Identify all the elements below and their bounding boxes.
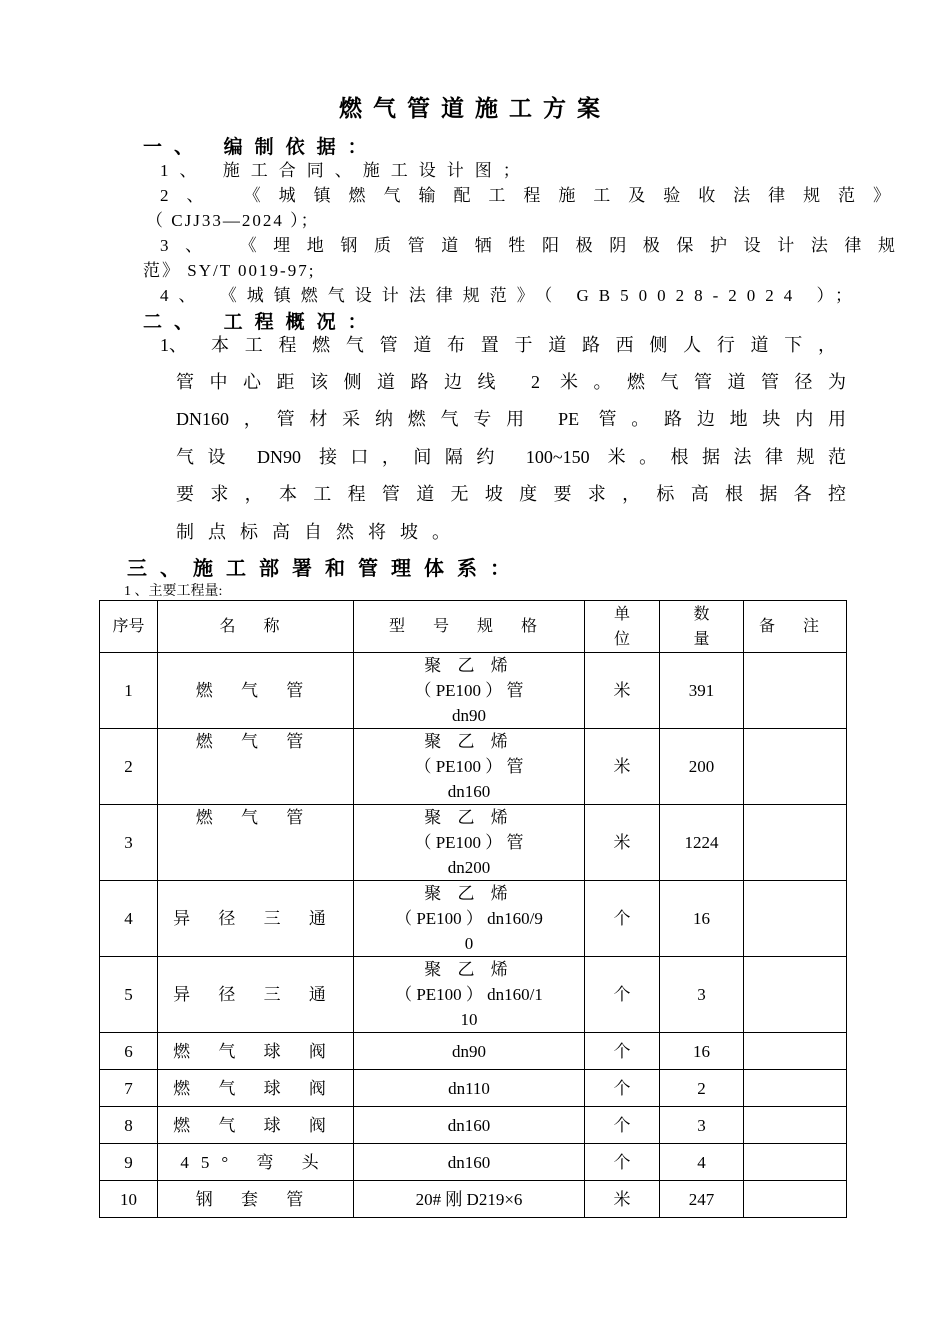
quantities-table (99, 600, 847, 1218)
item-text: 《埋地钢质管道牺牲阳极阴极保护设计法律规 (239, 236, 896, 255)
spec-line: 0 (464, 934, 474, 953)
cell-spec (354, 1070, 585, 1107)
spec-line: （ PE100 ） dn160/1 (395, 985, 543, 1004)
item-text: 《城镇燃气输配工程施工及验收法律规范》 (243, 186, 891, 205)
spec-line: dn110 (448, 1078, 490, 1098)
section3-subheading: 1 、主要工程量: (124, 584, 223, 599)
section2-line-2: 管中心距该侧道路边线 2 米。燃气管道管径为 (176, 372, 846, 392)
cell-spec (354, 805, 585, 881)
spec-line: dn90 (452, 1041, 486, 1061)
table-row (100, 881, 847, 957)
spec-line: dn90 (452, 706, 486, 725)
cell-note (744, 881, 847, 957)
header-no: 序号 (100, 601, 158, 653)
table-row (100, 1070, 847, 1107)
cell-unit: 个 (585, 1107, 660, 1144)
cell-note (744, 1144, 847, 1181)
cell-note (744, 653, 847, 729)
cell-note (744, 1107, 847, 1144)
cell-note (744, 1033, 847, 1070)
cell-note (744, 805, 847, 881)
header-note: 备 注 (744, 601, 847, 653)
header-name: 名 称 (158, 601, 354, 653)
spec-line: 聚 乙 烯 (424, 884, 514, 903)
table-row (100, 1144, 847, 1181)
cell-qty: 16 (660, 881, 744, 957)
item-number: 3、 (160, 236, 219, 255)
cell-note (744, 729, 847, 805)
cell-qty: 1224 (660, 805, 744, 881)
spec-line: 聚 乙 烯 (424, 656, 514, 675)
cell-spec (354, 1144, 585, 1181)
table-body (100, 653, 847, 1218)
spec-lines (354, 1039, 584, 1064)
spec-line: 聚 乙 烯 (424, 808, 514, 827)
table-row (100, 805, 847, 881)
cell-no: 9 (100, 1144, 158, 1181)
item-number: 1、 (160, 161, 208, 180)
spec-line: （ PE100 ） 管 (414, 757, 524, 776)
item-text: 施工合同、施工设计图； (222, 161, 531, 180)
cell-no: 3 (100, 805, 158, 881)
cell-name: 燃 气 管 (158, 805, 354, 881)
cell-no: 7 (100, 1070, 158, 1107)
cell-qty: 4 (660, 1144, 744, 1181)
cell-name: 燃 气 管 (158, 653, 354, 729)
header-unit: 单 位 (585, 601, 660, 653)
spec-line: dn160 (447, 1152, 491, 1172)
cell-unit: 个 (585, 957, 660, 1033)
spec-line: （ PE100 ） 管 (414, 681, 524, 700)
section1-item-4 (160, 281, 862, 306)
cell-no: 4 (100, 881, 158, 957)
item-number: 4、 (160, 286, 206, 305)
section1-heading: 一、 编制依据： (143, 136, 379, 158)
section3-heading: 三、施工部署和管理体系： (127, 556, 523, 580)
cell-qty: 391 (660, 653, 744, 729)
section2-line-5: 要求，本工程管道无坡度要求，标高根据各控 (176, 484, 846, 504)
cell-name: 燃 气 管 (158, 729, 354, 805)
table-row (100, 653, 847, 729)
cell-no: 1 (100, 653, 158, 729)
cell-no: 10 (100, 1181, 158, 1218)
spec-lines (354, 805, 584, 880)
section1-item-2 (160, 181, 890, 206)
section1-item-2-cont: （ CJJ33—2024 ）； (146, 211, 320, 230)
cell-unit: 个 (585, 881, 660, 957)
spec-line: 10 (460, 1010, 478, 1029)
table-row (100, 729, 847, 805)
cell-unit: 米 (585, 1181, 660, 1218)
header-spec: 型 号 规 格 (354, 601, 585, 653)
cell-qty: 3 (660, 957, 744, 1033)
cell-note (744, 1070, 847, 1107)
cell-no: 8 (100, 1107, 158, 1144)
cell-qty: 200 (660, 729, 744, 805)
section1-item-3-cont: 范》 SY/T 0019-97; (143, 261, 316, 280)
cell-no: 5 (100, 957, 158, 1033)
cell-spec (354, 881, 585, 957)
cell-name: 钢 套 管 (158, 1181, 354, 1218)
cell-unit: 个 (585, 1144, 660, 1181)
cell-qty: 16 (660, 1033, 744, 1070)
cell-spec (354, 1181, 585, 1218)
section2-heading: 二、 工程概况： (143, 311, 379, 333)
section1-item-3 (160, 231, 895, 256)
spec-lines (354, 881, 584, 956)
document-title: 燃气管道施工方案 (339, 96, 611, 122)
spec-line: 聚 乙 烯 (424, 732, 514, 751)
spec-line: dn160 (447, 1115, 491, 1135)
spec-line: （ PE100 ） dn160/9 (395, 909, 543, 928)
table-row (100, 1033, 847, 1070)
spec-line: （ PE100 ） 管 (414, 833, 524, 852)
cell-no: 6 (100, 1033, 158, 1070)
cell-unit: 米 (585, 729, 660, 805)
table-row (100, 1107, 847, 1144)
spec-lines (354, 1150, 584, 1175)
section1-item-1 (160, 156, 531, 181)
spec-lines (354, 653, 584, 728)
spec-lines (354, 1076, 584, 1101)
cell-spec (354, 653, 585, 729)
cell-unit: 个 (585, 1033, 660, 1070)
table-row (100, 1181, 847, 1218)
section2-line-4: 气设 DN90 接口，间隔约 100~150 米。根据法律规范 (176, 447, 846, 467)
section2-item-number: 1、 (160, 335, 187, 355)
header-qty: 数 量 (660, 601, 744, 653)
cell-note (744, 1181, 847, 1218)
section2-line-3: DN160，管材采纳燃气专用 PE 管。路边地块内用 (176, 409, 846, 429)
spec-line: dn200 (447, 858, 491, 877)
cell-note (744, 957, 847, 1033)
cell-unit: 个 (585, 1070, 660, 1107)
spec-lines (354, 957, 584, 1032)
cell-name: 燃 气 球 阀 (158, 1107, 354, 1144)
cell-name: 燃 气 球 阀 (158, 1033, 354, 1070)
cell-qty: 247 (660, 1181, 744, 1218)
table-row (100, 957, 847, 1033)
section2-line-6: 制点标高自然将坡。 (176, 522, 464, 542)
cell-spec (354, 1033, 585, 1070)
spec-lines (354, 1113, 584, 1138)
cell-spec (354, 957, 585, 1033)
table-header-row (100, 601, 847, 653)
cell-name: 燃 气 球 阀 (158, 1070, 354, 1107)
spec-line: 聚 乙 烯 (424, 960, 514, 979)
cell-unit: 米 (585, 805, 660, 881)
cell-no: 2 (100, 729, 158, 805)
cell-name: 异 径 三 通 (158, 881, 354, 957)
spec-line: 20# 刚 D219×6 (415, 1189, 523, 1209)
cell-spec (354, 1107, 585, 1144)
item-number: 2、 (160, 186, 222, 205)
spec-lines (354, 729, 584, 804)
spec-lines (354, 1187, 584, 1212)
section2-line-1: 本工程燃气管道布置于道路西侧人行道下， (211, 335, 836, 355)
cell-name: 异 径 三 通 (158, 957, 354, 1033)
cell-name: 45° 弯 头 (158, 1144, 354, 1181)
cell-unit: 米 (585, 653, 660, 729)
cell-qty: 2 (660, 1070, 744, 1107)
cell-spec (354, 729, 585, 805)
spec-line: dn160 (447, 782, 491, 801)
item-text: 《城镇燃气设计法律规范》（ GB50028-2024 ）； (219, 286, 863, 305)
cell-qty: 3 (660, 1107, 744, 1144)
